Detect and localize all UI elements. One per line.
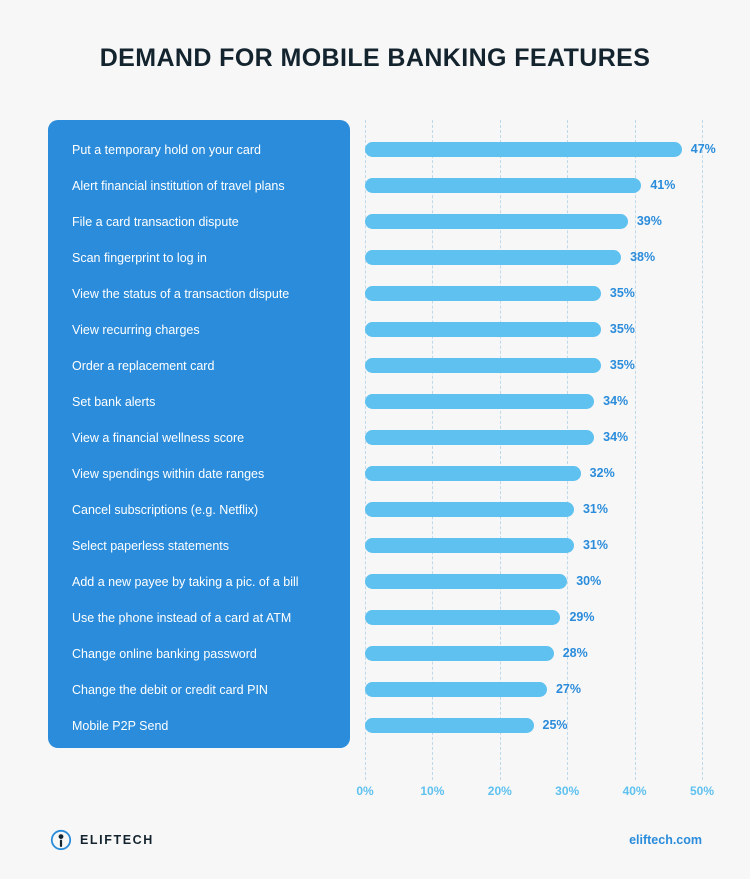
footer-website: eliftech.com: [629, 833, 702, 847]
bar-value-label: 47%: [690, 142, 716, 156]
bar-value-label: 35%: [609, 286, 635, 300]
bar: [365, 574, 567, 589]
bar: [365, 322, 601, 337]
bar-track: [365, 348, 702, 384]
bar-value-label: 35%: [609, 358, 635, 372]
bar-track: [365, 456, 702, 492]
bar-track: [365, 636, 702, 672]
bar: [365, 178, 641, 193]
chart-row: [48, 132, 716, 168]
bar: [365, 646, 554, 661]
category-label: Cancel subscriptions (e.g. Netflix): [72, 503, 259, 517]
chart-row: [48, 672, 702, 708]
chart-row: [48, 600, 702, 636]
bar-track: [365, 204, 702, 240]
chart-row: [48, 240, 702, 276]
bar-value-label: 39%: [636, 214, 662, 228]
x-axis-tick-label: 50%: [689, 784, 715, 798]
category-label: Add a new payee by taking a pic. of a bill: [72, 575, 299, 589]
category-label: Change online banking password: [72, 647, 257, 661]
x-axis-tick-label: 10%: [420, 784, 445, 798]
bar: [365, 502, 574, 517]
category-label: Select paperless statements: [72, 539, 230, 553]
category-label: Alert financial institution of travel plans: [72, 179, 285, 193]
bar-value-label: 30%: [576, 574, 602, 588]
bar-value-label: 28%: [562, 646, 588, 660]
bar-track: [365, 132, 716, 168]
chart-row: [48, 276, 702, 312]
bar-track: [365, 240, 702, 276]
category-label: Put a temporary hold on your card: [72, 143, 261, 157]
x-axis-tick-label: 0%: [356, 784, 374, 798]
bar: [365, 394, 594, 409]
category-label: Use the phone instead of a card at ATM: [72, 611, 292, 625]
chart-row: [48, 456, 702, 492]
bar-value-label: 32%: [589, 466, 615, 480]
chart-row: [48, 168, 702, 204]
bar: [365, 214, 628, 229]
page-title: DEMAND FOR MOBILE BANKING FEATURES: [99, 44, 651, 72]
category-label: File a card transaction dispute: [72, 215, 239, 229]
category-label: View a financial wellness score: [72, 431, 245, 445]
chart-row: [48, 708, 702, 744]
chart-row: [48, 636, 702, 672]
chart-row: [48, 528, 702, 564]
category-label: View recurring charges: [72, 323, 200, 337]
chart-rows: [48, 120, 716, 748]
bar-value-label: 29%: [569, 610, 595, 624]
chart-row: [48, 492, 702, 528]
bar: [365, 358, 601, 373]
bar-value-label: 25%: [542, 718, 568, 732]
category-label: Scan fingerprint to log in: [72, 251, 207, 265]
bar: [365, 610, 560, 625]
bar-value-label: 31%: [582, 502, 608, 516]
bar-track: [365, 672, 702, 708]
bar-value-label: 34%: [603, 430, 629, 444]
bar-track: [365, 528, 702, 564]
bar-value-label: 38%: [630, 250, 656, 264]
brand-logo-text: ELIFTECH: [80, 833, 154, 847]
chart-row: [48, 384, 702, 420]
bar: [365, 286, 601, 301]
x-axis-tick-label: 40%: [622, 784, 647, 798]
category-label: Mobile P2P Send: [72, 719, 169, 733]
bar-value-label: 27%: [555, 682, 581, 696]
bar-track: [365, 420, 702, 456]
bar-value-label: 41%: [650, 178, 676, 192]
bar-value-label: 35%: [609, 322, 635, 336]
chart-row: [48, 204, 702, 240]
bar-track: [365, 492, 702, 528]
chart-row: [48, 564, 702, 600]
category-label: Change the debit or credit card PIN: [72, 683, 268, 697]
x-axis-tick-label: 30%: [555, 784, 580, 798]
bar: [365, 430, 594, 445]
bar-track: [365, 384, 702, 420]
bar: [365, 718, 534, 733]
category-label: View spendings within date ranges: [72, 467, 265, 481]
eliftech-logo-icon: [50, 829, 72, 851]
bar: [365, 250, 621, 265]
x-axis-tick-label: 20%: [487, 784, 512, 798]
bar: [365, 682, 547, 697]
chart-row: [48, 312, 702, 348]
bar-track: [365, 708, 702, 744]
bar-track: [365, 600, 702, 636]
chart-row: [48, 420, 702, 456]
bar-chart: [48, 120, 716, 800]
bar-value-label: 34%: [603, 394, 629, 408]
bar-track: [365, 312, 702, 348]
bar: [365, 538, 574, 553]
bar-value-label: 31%: [582, 538, 608, 552]
bar-track: [365, 168, 702, 204]
bar-track: [365, 564, 702, 600]
bar: [365, 466, 581, 481]
bar: [365, 142, 682, 157]
brand-logo: [50, 829, 154, 851]
category-label: Set bank alerts: [72, 395, 156, 409]
gridline: [702, 120, 703, 780]
category-label: Order a replacement card: [72, 359, 215, 373]
chart-row: [48, 348, 702, 384]
bar-track: [365, 276, 702, 312]
category-label: View the status of a transaction dispute: [72, 287, 290, 301]
